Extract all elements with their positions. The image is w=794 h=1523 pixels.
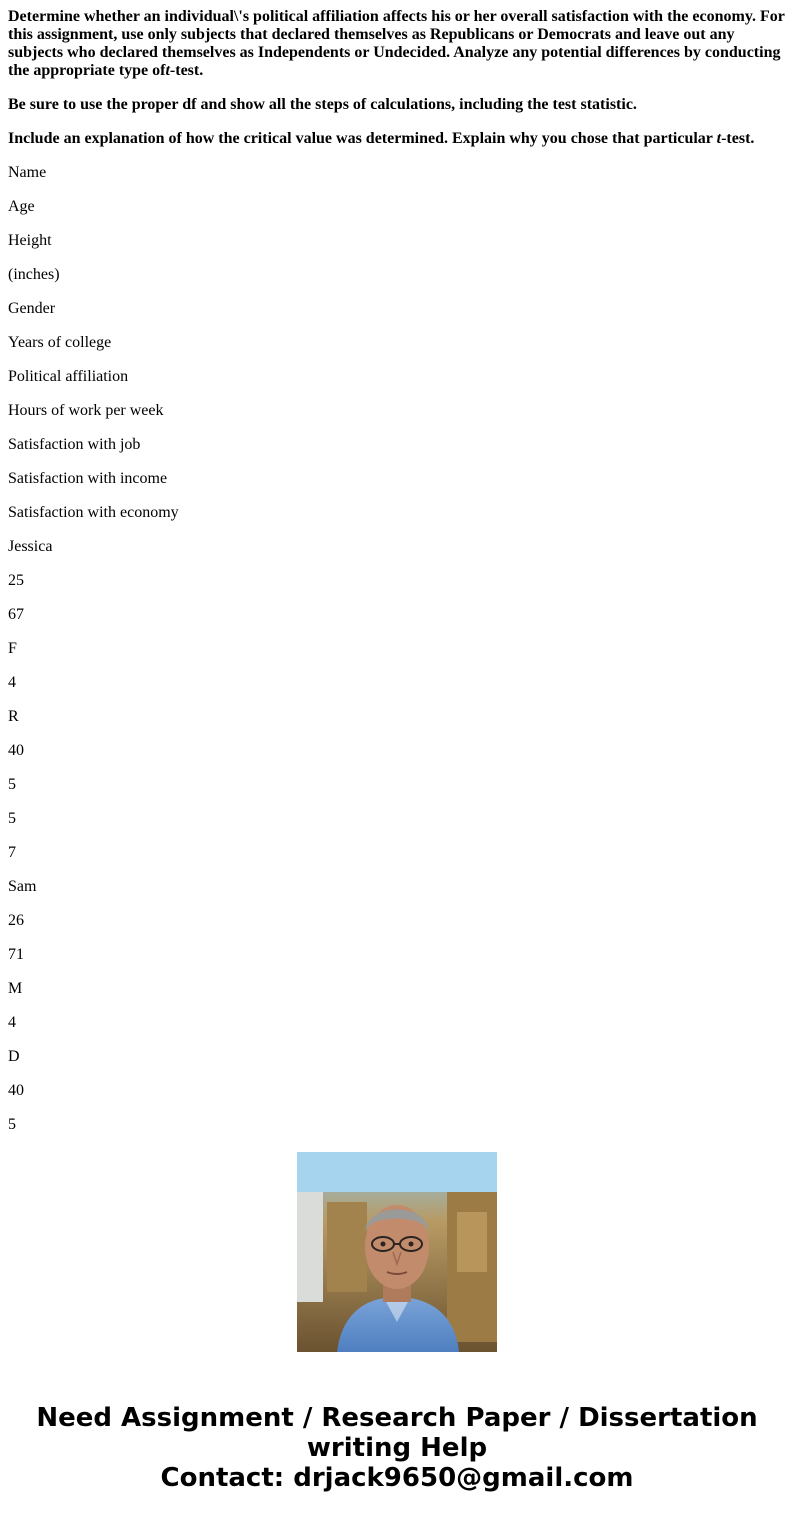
table-cell: Jessica [8,538,53,555]
table-cell: 4 [8,1014,16,1031]
expert-portrait-photo [297,1152,497,1352]
question-paragraph-2: Be sure to use the proper df and show all the steps of calculations, including the test statistic. [8,96,637,113]
table-cell: 26 [8,912,24,929]
question-paragraph-1-text: Determine whether an individual\'s political affiliation affects his or her overall satisfaction with the economy. For this assignment, use only subjects that declared themselves as Republicans or Democrats and leave out any subjects who declared themselves as Independents or Undecided. Analyze any potential differences by conducting the appropriate type of [8,8,785,79]
table-cell: 25 [8,572,24,589]
table-cell: 4 [8,674,16,691]
table-cell: Height [8,232,52,249]
question-content [8,0,788,1133]
table-cell: D [8,1048,20,1065]
table-cell: 5 [8,810,16,827]
t-italic: t [165,62,170,79]
table-cell: (inches) [8,266,60,283]
table-cell: Name [8,164,47,181]
table-cell: 5 [8,776,16,793]
question-paragraph-3-text: Include an explanation of how the critical value was determined. Explain why you chose that particular [8,130,717,147]
table-cell: 71 [8,946,24,963]
promo-line-2: writing Help [306,1433,488,1463]
table-cell: M [8,980,23,997]
question-paragraph-1 [8,8,788,80]
data-table-cells [8,164,788,1134]
table-cell: Satisfaction with job [8,436,141,453]
promo-section [0,1152,794,1523]
t-italic: t [716,130,722,147]
table-cell: R [8,708,19,725]
table-cell: Gender [8,300,56,317]
question-paragraph-3-suffix: -test. [721,130,755,147]
table-cell: Sam [8,878,37,895]
table-cell: Age [8,198,35,215]
table-cell: F [8,640,17,657]
promo-banner [0,1403,794,1493]
table-cell: 7 [8,844,16,861]
question-paragraph-3 [8,130,788,148]
table-cell: Satisfaction with economy [8,504,179,521]
table-cell: 67 [8,606,24,623]
question-paragraph-1-suffix: -test. [169,62,204,79]
promo-line-1: Need Assignment / Research Paper / Dissertation [36,1403,758,1433]
table-cell: 5 [8,1116,16,1133]
table-cell: Political affiliation [8,368,129,385]
table-cell: 40 [8,1082,24,1099]
table-cell: Years of college [8,334,112,351]
expert-avatar [297,1152,497,1352]
table-cell: 40 [8,742,24,759]
table-cell: Hours of work per week [8,402,164,419]
promo-contact-line: Contact: drjack9650@gmail.com [160,1463,634,1493]
table-cell: Satisfaction with income [8,470,168,487]
